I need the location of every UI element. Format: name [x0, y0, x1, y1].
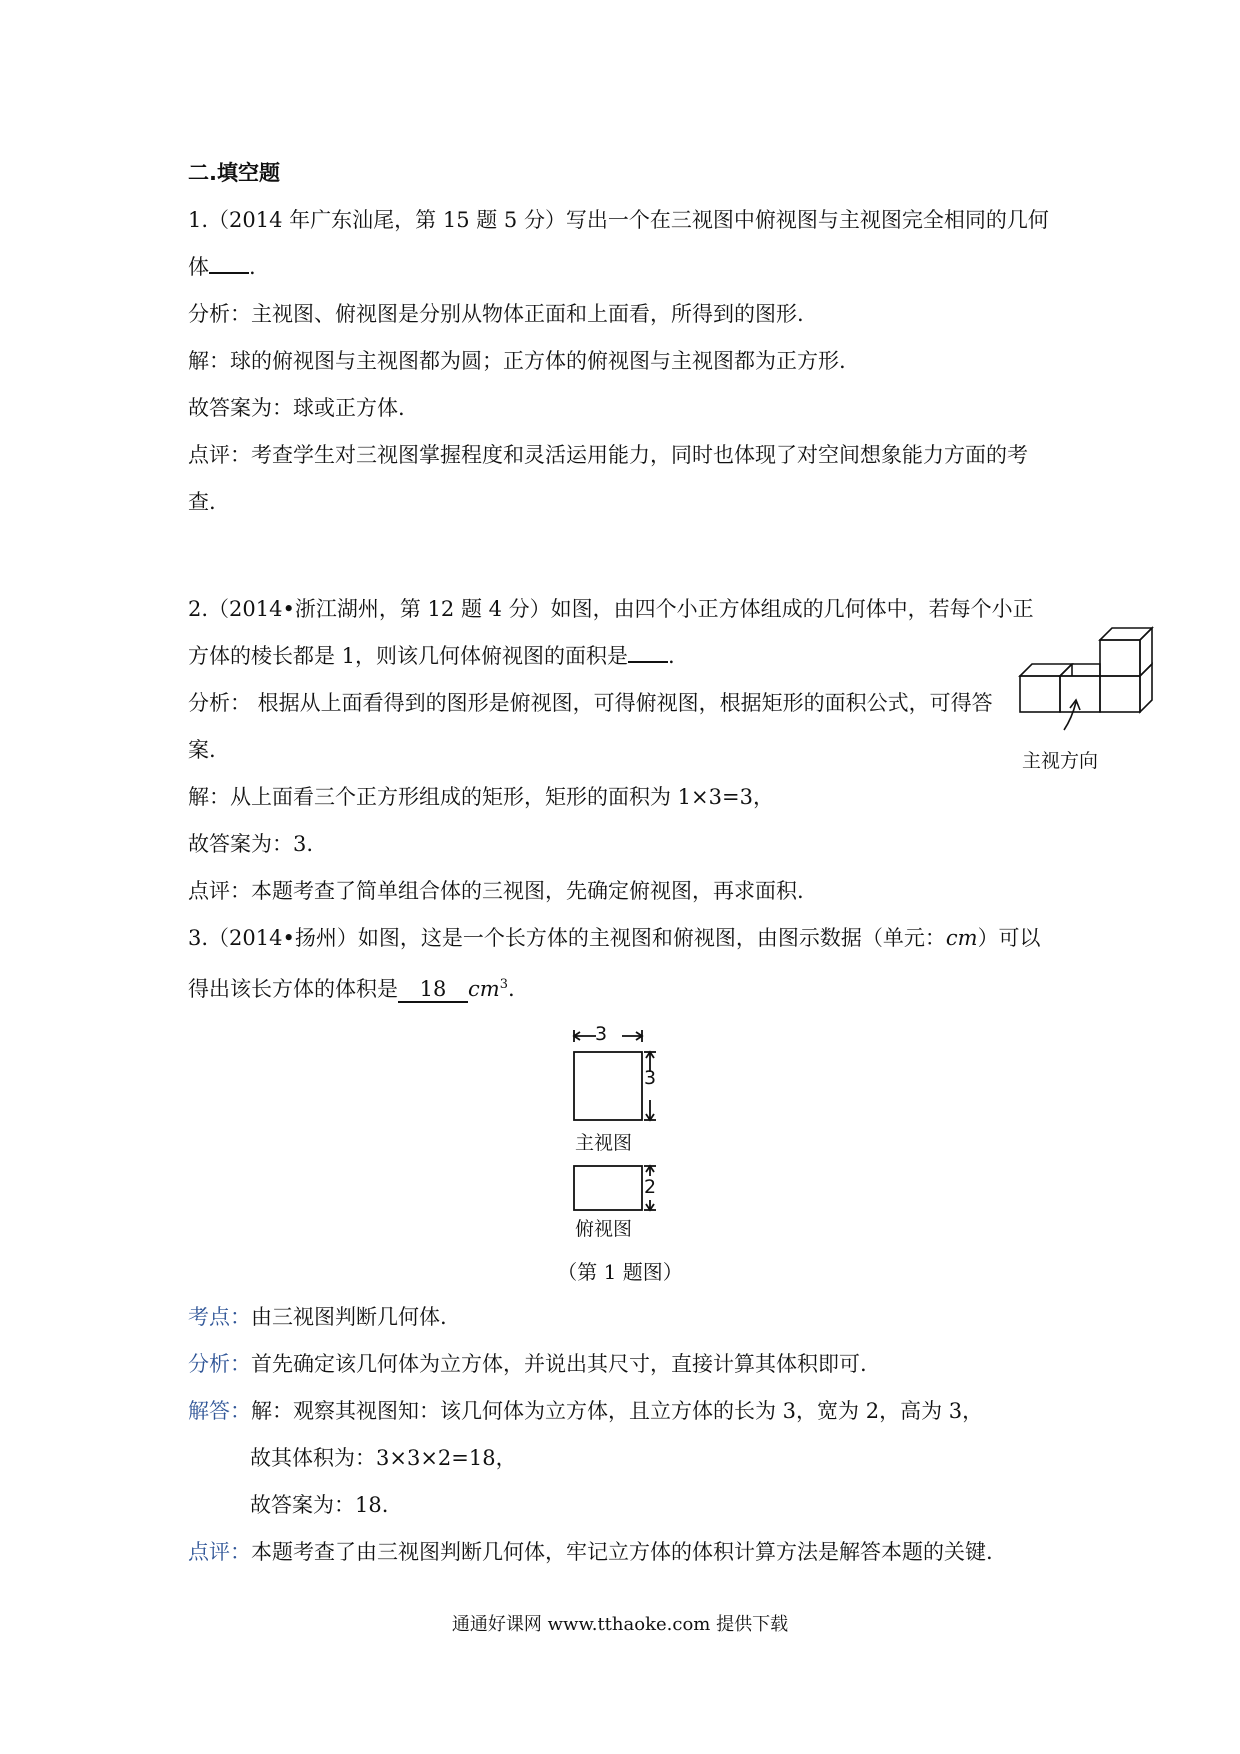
q3-kaodian-label: 考点：: [188, 1305, 251, 1329]
q3-line2-a: 得出该长方体的体积是: [188, 977, 398, 1001]
q3-line1-a: 3.（2014•扬州）如图，这是一个长方体的主视图和俯视图，由图示数据（单元：: [188, 926, 946, 950]
q1-comment-line1: 点评：考查学生对三视图掌握程度和灵活运用能力，同时也体现了对空间想象能力方面的考: [188, 443, 1028, 467]
q3-line2-sup: 3: [499, 977, 508, 992]
q1-comment-line2: 查.: [188, 490, 216, 514]
q2-line2-text: 方体的棱长都是 1，则该几何体俯视图的面积是: [188, 644, 629, 668]
q3-line1: [188, 923, 1041, 953]
q3-line2-end: .: [507, 977, 515, 1001]
q3-jieda: [188, 1396, 983, 1426]
q1-answer: 故答案为：球或正方体.: [188, 396, 405, 420]
q2-analysis-line1: 分析： 根据从上面看得到的图形是俯视图，可得俯视图，根据矩形的面积公式，可得答: [188, 691, 993, 715]
q2-comment: 点评：本题考查了简单组合体的三视图，先确定俯视图，再求面积.: [188, 879, 804, 903]
q2-line1: 2.（2014•浙江湖州，第 12 题 4 分）如图，由四个小正方体组成的几何体中，若每个小正: [188, 597, 1034, 621]
q3-dim-right-front: 3: [644, 1067, 657, 1089]
q3-kaodian: [188, 1302, 447, 1332]
q3-fenxi-text: 首先确定该几何体为立方体，并说出其尺寸，直接计算其体积即可.: [251, 1352, 867, 1376]
q1-line2-text: 体: [188, 255, 209, 279]
q2-answer-blank: [628, 661, 668, 663]
q2-analysis-line2: 案.: [188, 738, 216, 762]
q2-figure-label: 主视方向: [1022, 750, 1099, 772]
q3-dianping-label: 点评：: [188, 1540, 251, 1564]
q3-label-front: 主视图: [575, 1132, 633, 1154]
q3-jieda-label: 解答：: [188, 1399, 251, 1423]
q2-cube-figure: [1020, 622, 1160, 762]
q3-caption: （第 1 题图）: [557, 1260, 683, 1284]
q3-label-top: 俯视图: [575, 1218, 633, 1240]
q3-answer-blank: 18: [398, 977, 468, 1003]
q3-kaodian-text: 由三视图判断几何体.: [251, 1305, 447, 1329]
q3-dim-top: 3: [595, 1023, 608, 1045]
q3-line2: [188, 970, 515, 1004]
section-title: 二.填空题: [188, 161, 280, 185]
q3-line2-unit: cm: [468, 977, 500, 1001]
q3-fenxi: [188, 1349, 867, 1379]
q1-line1: 1.（2014 年广东汕尾，第 15 题 5 分）写出一个在三视图中俯视图与主视图完全相同的几何: [188, 208, 1049, 232]
q3-volume: 故其体积为：3×3×2=18，: [250, 1446, 517, 1470]
q1-line2: [188, 252, 256, 282]
q3-answer: 故答案为：18.: [250, 1493, 389, 1517]
q1-line2-end: .: [249, 255, 256, 279]
q2-line2: [188, 641, 675, 671]
q3-line1-b: ）可以: [977, 926, 1041, 950]
q3-dim-right-top: 2: [644, 1176, 657, 1198]
q3-line1-unit: cm: [945, 926, 978, 950]
q2-answer: 故答案为：3.: [188, 832, 314, 856]
q3-fenxi-label: 分析：: [188, 1352, 251, 1376]
page-footer: 通通好课网 www.tthaoke.com 提供下载: [451, 1614, 789, 1635]
q1-answer-blank: [209, 272, 249, 274]
q1-solution: 解：球的俯视图与主视图都为圆；正方体的俯视图与主视图都为正方形.: [188, 349, 846, 373]
q2-line2-end: .: [668, 644, 675, 668]
q3-jieda-text: 解：观察其视图知：该几何体为立方体，且立方体的长为 3，宽为 2，高为 3，: [251, 1399, 984, 1423]
q2-solution: 解：从上面看三个正方形组成的矩形，矩形的面积为 1×3=3，: [188, 785, 774, 809]
q1-analysis: 分析：主视图、俯视图是分别从物体正面和上面看，所得到的图形.: [188, 302, 804, 326]
q3-dianping: [188, 1537, 993, 1567]
q3-dianping-text: 本题考查了由三视图判断几何体，牢记立方体的体积计算方法是解答本题的关键.: [251, 1540, 993, 1564]
